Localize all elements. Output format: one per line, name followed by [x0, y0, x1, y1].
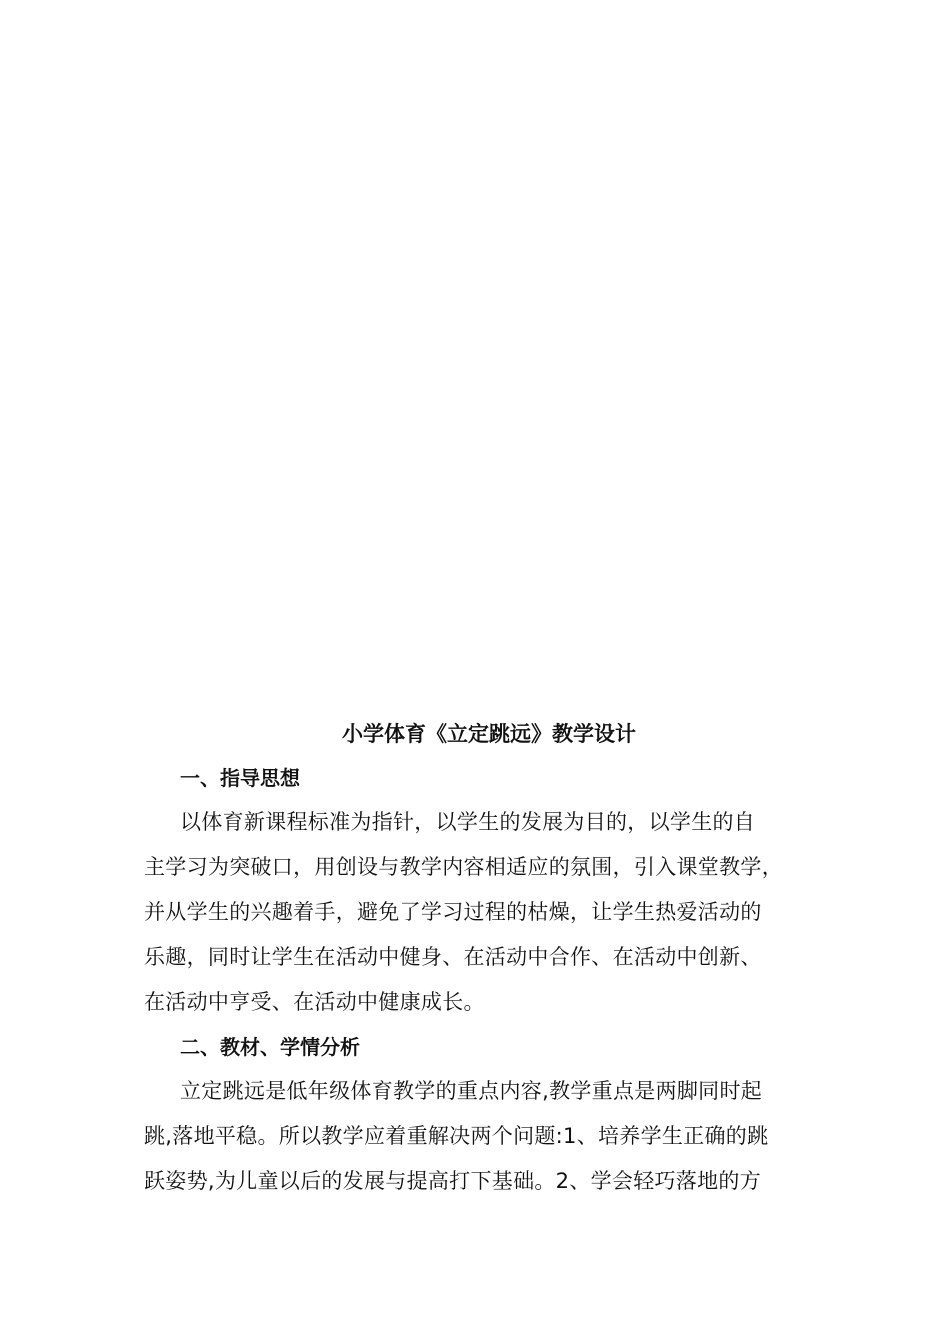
paragraph-line: 并从学生的兴趣着手，避免了学习过程的枯燥，让学生热爱活动的 — [144, 900, 762, 924]
document-content — [144, 712, 824, 1204]
paragraph-line: 跃姿势,为儿童以后的发展与提高打下基础。2、学会轻巧落地的方 — [144, 1169, 762, 1193]
paragraph-line: 跳,落地平稳。所以教学应着重解决两个问题:1、培养学生正确的跳 — [144, 1124, 769, 1148]
paragraph-guiding-ideology — [144, 800, 824, 1025]
paragraph-material-analysis — [144, 1069, 824, 1204]
paragraph-line: 以体育新课程标准为指针，以学生的发展为目的，以学生的自 — [180, 810, 756, 834]
paragraph-line: 主学习为突破口，用创设与教学内容相适应的氛围，引入课堂教学， — [144, 855, 783, 879]
paragraph-line: 乐趣，同时让学生在活动中健身、在活动中合作、在活动中创新、 — [144, 945, 762, 969]
document-title: 小学体育《立定跳远》教学设计 — [342, 722, 636, 746]
paragraph-line: 立定跳远是低年级体育教学的重点内容,教学重点是两脚同时起 — [180, 1079, 763, 1103]
section-heading-guiding-ideology: 一、指导思想 — [180, 766, 300, 790]
section-heading-material-analysis: 二、教材、学情分析 — [180, 1035, 360, 1059]
paragraph-line: 在活动中亨受、在活动中健康成长。 — [144, 990, 485, 1014]
